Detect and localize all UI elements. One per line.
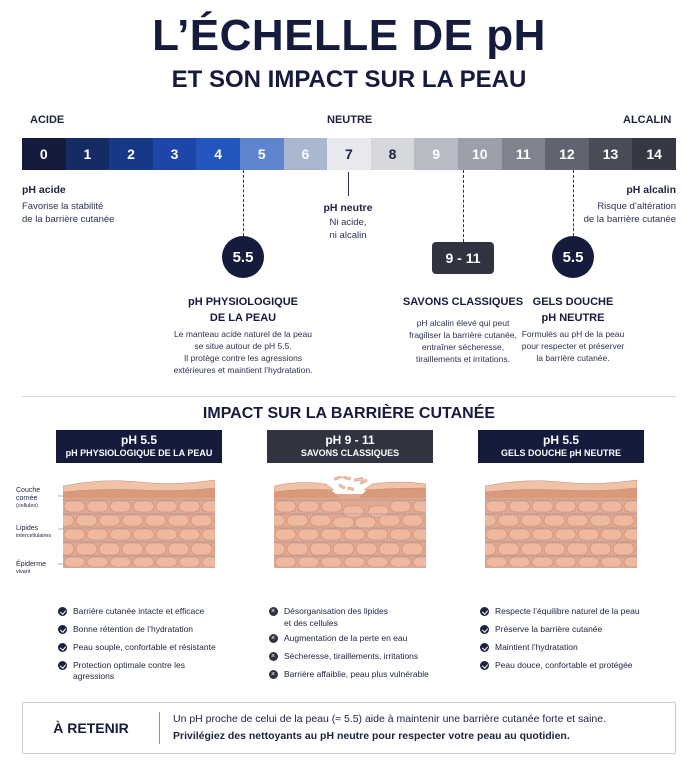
retenir-label: À RETENIR xyxy=(53,720,129,736)
physio-text-line1: Le manteau acide naturel de la peau xyxy=(174,329,312,339)
panel-2-bullet-text: Augmentation de la perte en eau xyxy=(284,633,408,643)
panel-1-bullet xyxy=(58,624,228,635)
skin-illustration-2 xyxy=(274,476,426,568)
panel-2-bullet-text: Sécheresse, tiraillements, irritations xyxy=(284,651,419,661)
layer-label-epiderme-1: Épiderme xyxy=(16,561,46,568)
ph-cell-6: 6 xyxy=(284,138,328,170)
gel-text-line3: la barrière cutanée. xyxy=(536,353,610,363)
check-icon xyxy=(58,643,67,652)
acid-note-title: pH acide xyxy=(22,184,66,196)
ph-cell-5: 5 xyxy=(240,138,284,170)
panel-ph-1: pH 5.5 xyxy=(120,433,157,447)
skin-illustration-3 xyxy=(485,476,637,568)
physio-title-line1: pH PHYSIOLOGIQUE xyxy=(187,296,298,308)
panel-1-bullet xyxy=(58,660,228,683)
ph-scale-bar xyxy=(22,138,676,170)
ph-cell-2: 2 xyxy=(109,138,153,170)
cross-icon xyxy=(269,652,278,661)
acid-note-line2: de la barrière cutanée xyxy=(22,214,115,225)
panel-1-bullet-text: Peau souple, confortable et résistante xyxy=(73,642,216,652)
panel-2-bullet xyxy=(269,618,439,629)
acid-note-line1: Favorise la stabilité xyxy=(22,201,104,212)
layer-label-epiderme xyxy=(16,561,46,575)
panel-3-bullet-text: Maintient l’hydratation xyxy=(495,642,578,652)
ph-cell-4: 4 xyxy=(196,138,240,170)
layer-label-lipides-1: Lipides xyxy=(16,525,39,532)
neutral-note-title: pH neutre xyxy=(323,202,373,214)
layer-label-cornee-1: Couche xyxy=(16,487,41,494)
alkaline-note-title: pH alcalin xyxy=(626,184,676,196)
ph-cell-12: 12 xyxy=(545,138,589,170)
alkaline-note-line1: Risque d’altération xyxy=(597,201,676,212)
skin-illustration-1 xyxy=(63,476,215,568)
neutral-note-line1: Ni acide, xyxy=(329,217,367,228)
acid-label: ACIDE xyxy=(30,114,65,126)
panel-subtitle-2: SAVONS CLASSIQUES xyxy=(300,447,400,458)
panel-3-bullet-text: Peau douce, confortable et protégée xyxy=(495,660,633,670)
panel-2-bullet-text: Désorganisation des lipides xyxy=(284,606,388,616)
cross-icon xyxy=(269,634,278,643)
panel-1-bullet xyxy=(58,606,228,617)
panel-3-bullet-text: Préserve la barrière cutanée xyxy=(495,624,603,634)
panel-3-bullet-text: Respecte l’équilibre naturel de la peau xyxy=(495,606,640,616)
layer-label-lipides-sub: intercellulaires xyxy=(16,533,52,540)
panel-2-bullet-text: Barrière affaiblie, peau plus vulnérable xyxy=(284,669,429,679)
check-icon xyxy=(480,643,489,652)
page-subtitle: ET SON IMPACT SUR LA PEAU xyxy=(171,66,527,93)
retenir-line1: Un pH proche de celui de la peau (≈ 5.5) aide à maintenir une barrière cutanée forte et saine. xyxy=(173,713,607,725)
panel-3-bullet xyxy=(480,660,650,671)
panel-1-bullet-text: Barrière cutanée intacte et efficace xyxy=(73,606,205,616)
physio-text-line4: extérieures et maintient l’hydratation. xyxy=(173,365,313,375)
soap-text-line1: pH alcalin élevé qui peut xyxy=(416,318,510,328)
soap-ph-marker: 9 - 11 xyxy=(432,242,494,274)
cross-icon xyxy=(269,607,278,616)
panel-2-bullet xyxy=(269,651,439,662)
retenir-line2: Privilégiez des nettoyants au pH neutre pour respecter votre peau au quotidien. xyxy=(173,730,570,742)
gel-text-line1: Formulés au pH de la peau xyxy=(521,329,625,339)
neutral-connector xyxy=(348,172,349,196)
layer-label-cornee-sub: (cellules) xyxy=(16,503,39,510)
panel-subtitle-1: pH PHYSIOLOGIQUE DE LA PEAU xyxy=(65,447,213,458)
check-icon xyxy=(480,661,489,670)
ph-cell-11: 11 xyxy=(502,138,546,170)
check-icon xyxy=(58,661,67,670)
neutral-label: NEUTRE xyxy=(327,114,373,126)
soap-text-line2: fragiliser la barrière cutanée, xyxy=(409,330,517,340)
ph-cell-0: 0 xyxy=(22,138,66,170)
gel-title-line2: pH NEUTRE xyxy=(541,312,605,324)
panel-2-bullet-text: et des cellules xyxy=(284,618,338,628)
panel-ph-2: pH 9 - 11 xyxy=(325,433,375,447)
neutral-note-line2: ni alcalin xyxy=(329,230,367,241)
check-icon xyxy=(58,607,67,616)
panel-header-1 xyxy=(56,430,222,463)
soap-title: SAVONS CLASSIQUES xyxy=(402,296,524,308)
ph-cell-8: 8 xyxy=(371,138,415,170)
ph-cell-10: 10 xyxy=(458,138,502,170)
check-icon xyxy=(480,625,489,634)
impact-title: IMPACT SUR LA BARRIÈRE CUTANÉE xyxy=(202,405,496,422)
ph-cell-1: 1 xyxy=(66,138,110,170)
check-icon xyxy=(58,625,67,634)
gel-connector xyxy=(573,170,574,236)
panel-1-bullet-text: Bonne rétention de l’hydratation xyxy=(73,624,194,634)
physio-ph-marker: 5.5 xyxy=(222,236,264,278)
panel-2-bullet xyxy=(269,606,439,617)
panel-header-2 xyxy=(267,430,433,463)
panel-3-bullet xyxy=(480,642,650,653)
physio-text-line2: se situe autour de pH 5.5. xyxy=(194,341,292,351)
alkaline-note-line2: de la barrière cutanée xyxy=(583,214,676,225)
section-divider xyxy=(22,396,676,397)
soap-text-line4: tiraillements et irritations. xyxy=(415,354,510,364)
ph-cell-3: 3 xyxy=(153,138,197,170)
page-title: L’ÉCHELLE DE pH xyxy=(152,11,546,60)
physio-title-line2: DE LA PEAU xyxy=(209,312,277,324)
ph-cell-14: 14 xyxy=(632,138,676,170)
ph-cell-7: 7 xyxy=(327,138,371,170)
cross-icon xyxy=(269,670,278,679)
panel-3-bullet xyxy=(480,606,650,617)
soap-text-line3: entraîner sécheresse, xyxy=(421,342,505,352)
alkaline-label: ALCALIN xyxy=(623,114,672,126)
soap-connector xyxy=(463,170,464,242)
layer-label-lipides xyxy=(16,525,51,539)
physio-text-line3: Il protège contre les agressions xyxy=(183,353,303,363)
ph-cell-9: 9 xyxy=(414,138,458,170)
gel-title-line1: GELS DOUCHE xyxy=(532,296,614,308)
ph-cell-13: 13 xyxy=(589,138,633,170)
panel-ph-3: pH 5.5 xyxy=(542,433,579,447)
retenir-box xyxy=(22,702,676,754)
gel-ph-marker: 5.5 xyxy=(552,236,594,278)
panel-3-bullet xyxy=(480,624,650,635)
panel-2-bullet xyxy=(269,669,439,680)
layer-label-cornee-2: cornée xyxy=(16,495,38,503)
layer-label-epiderme-sub: vivant xyxy=(16,569,31,576)
panel-2-bullet xyxy=(269,633,439,644)
panel-header-3 xyxy=(478,430,644,463)
panel-subtitle-3: GELS DOUCHE pH NEUTRE xyxy=(500,447,621,458)
layer-label-cornee xyxy=(16,487,40,509)
check-icon xyxy=(480,607,489,616)
physio-connector xyxy=(243,170,244,236)
retenir-separator xyxy=(159,712,160,744)
panel-1-bullet-text: Protection optimale contre les agressions xyxy=(73,660,185,682)
panel-1-bullet xyxy=(58,642,228,653)
gel-text-line2: pour respecter et préserver xyxy=(521,341,625,351)
